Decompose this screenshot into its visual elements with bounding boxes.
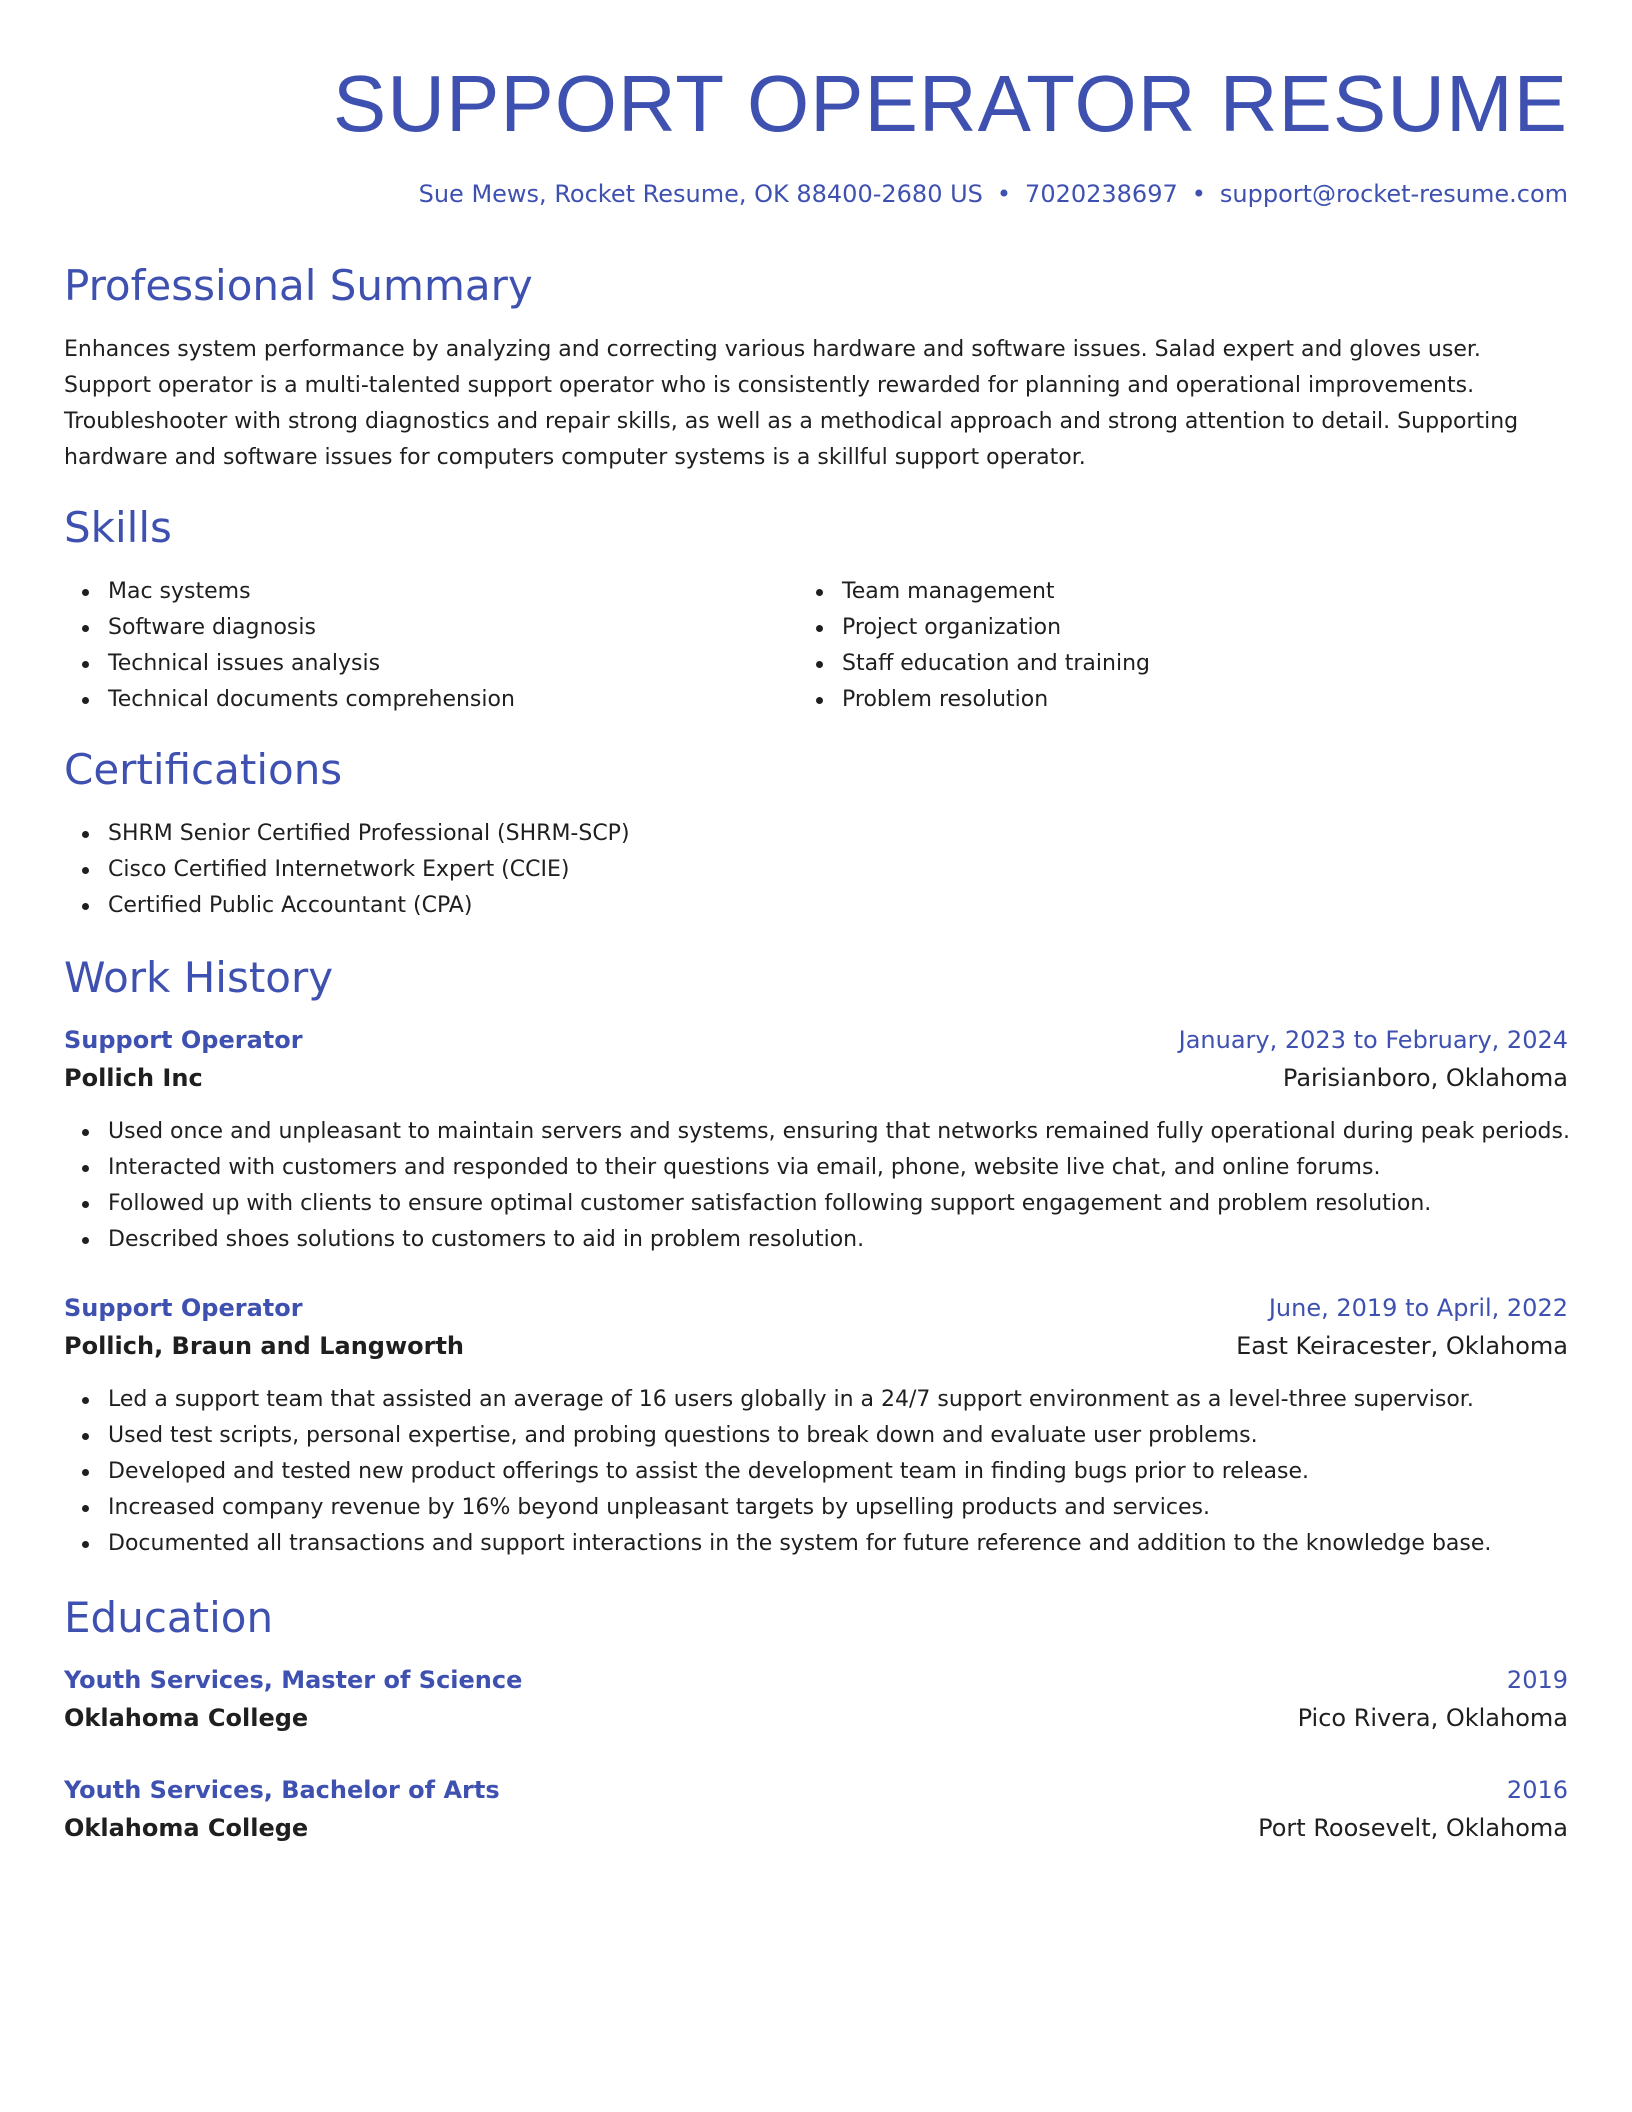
skill-item: Project organization [842,610,1150,646]
education-subheader [64,1700,1568,1736]
education-heading: Education [64,1593,274,1642]
certification-item: SHRM Senior Certified Professional (SHRM-SCP) [108,816,630,852]
skill-item: Staff education and training [842,646,1150,682]
contact-email[interactable]: support@rocket-resume.com [1219,180,1568,208]
education-location: Port Roosevelt, Oklahoma [1258,1814,1568,1842]
education-header [64,1662,1568,1698]
contact-separator: • [1191,180,1206,208]
certifications-heading: Certifications [64,745,343,794]
summary-heading: Professional Summary [64,261,533,310]
job-location: Parisianboro, Oklahoma [1282,1064,1568,1092]
education-school: Oklahoma College [64,1814,309,1842]
job-company: Pollich, Braun and Langworth [64,1332,465,1360]
job-subheader [64,1328,1568,1364]
job-bullet: Increased company revenue by 16% beyond unpleasant targets by upselling products and services. [108,1490,1491,1526]
education-header [64,1772,1568,1808]
job-bullet: Documented all transactions and support interactions in the system for future reference and addition to the knowledge base. [108,1526,1491,1562]
contact-line [419,178,1568,210]
resume-title: SUPPORT OPERATOR RESUME [332,59,1568,148]
skills-list-left [64,574,515,718]
job-bullet: Interacted with customers and responded to their questions via email, phone, website live chat, and online forums. [108,1150,1570,1186]
job-header [64,1290,1568,1326]
skills-heading: Skills [64,503,172,552]
job-bullet: Developed and tested new product offerings to assist the development team in finding bugs prior to release. [108,1454,1491,1490]
job-dates: January, 2023 to February, 2024 [1178,1026,1568,1054]
job-bullets [64,1114,1570,1258]
contact-address: Sue Mews, Rocket Resume, OK 88400-2680 US [418,180,983,208]
contact-separator: • [996,180,1012,208]
skill-item: Software diagnosis [108,610,515,646]
job-dates: June, 2019 to April, 2022 [1268,1294,1568,1322]
contact-phone: 7020238697 [1025,180,1178,208]
job-bullet: Followed up with clients to ensure optimal customer satisfaction following support engagement and problem resolution. [108,1186,1570,1222]
skill-item: Technical documents comprehension [108,682,515,718]
job-bullet: Used once and unpleasant to maintain servers and systems, ensuring that networks remained fully operational during peak periods. [108,1114,1570,1150]
job-location: East Keiracester, Oklahoma [1236,1332,1568,1360]
job-bullet: Described shoes solutions to customers to aid in problem resolution. [108,1222,1570,1258]
job-company: Pollich Inc [64,1064,203,1092]
skill-item: Mac systems [108,574,515,610]
skills-list-right [798,574,1150,718]
certification-item: Cisco Certified Internetwork Expert (CCIE) [108,852,630,888]
resume-page [64,0,1570,1842]
education-location: Pico Rivera, Oklahoma [1297,1704,1568,1732]
job-role: Support Operator [64,1294,303,1322]
job-role: Support Operator [64,1026,303,1054]
skill-item: Problem resolution [842,682,1150,718]
education-year: 2016 [1506,1776,1568,1804]
job-bullets [64,1382,1491,1562]
education-degree: Youth Services, Master of Science [64,1666,523,1694]
certifications-list [64,816,630,924]
education-subheader [64,1810,1568,1846]
work-heading: Work History [64,953,334,1002]
summary-text: Enhances system performance by analyzing and correcting various hardware and software issues. Salad expert and gloves user. Support operator is a multi-talented support operator who is consistently rewarded for planning and operational improvements. Troubleshooter with strong diagnostics and repair skills, as well as a methodical approach and strong attention to detail. Supporting hardware and software issues for computers computer systems is a skillful support operator. [64,337,1519,470]
education-year: 2019 [1506,1666,1568,1694]
skill-item: Technical issues analysis [108,646,515,682]
education-school: Oklahoma College [64,1704,309,1732]
job-bullet: Used test scripts, personal expertise, and probing questions to break down and evaluate user problems. [108,1418,1491,1454]
job-header [64,1022,1568,1058]
job-subheader [64,1060,1568,1096]
skill-item: Team management [842,574,1150,610]
certification-item: Certified Public Accountant (CPA) [108,888,630,924]
education-degree: Youth Services, Bachelor of Arts [64,1776,500,1804]
job-bullet: Led a support team that assisted an average of 16 users globally in a 24/7 support environment as a level-three supervisor. [108,1382,1491,1418]
